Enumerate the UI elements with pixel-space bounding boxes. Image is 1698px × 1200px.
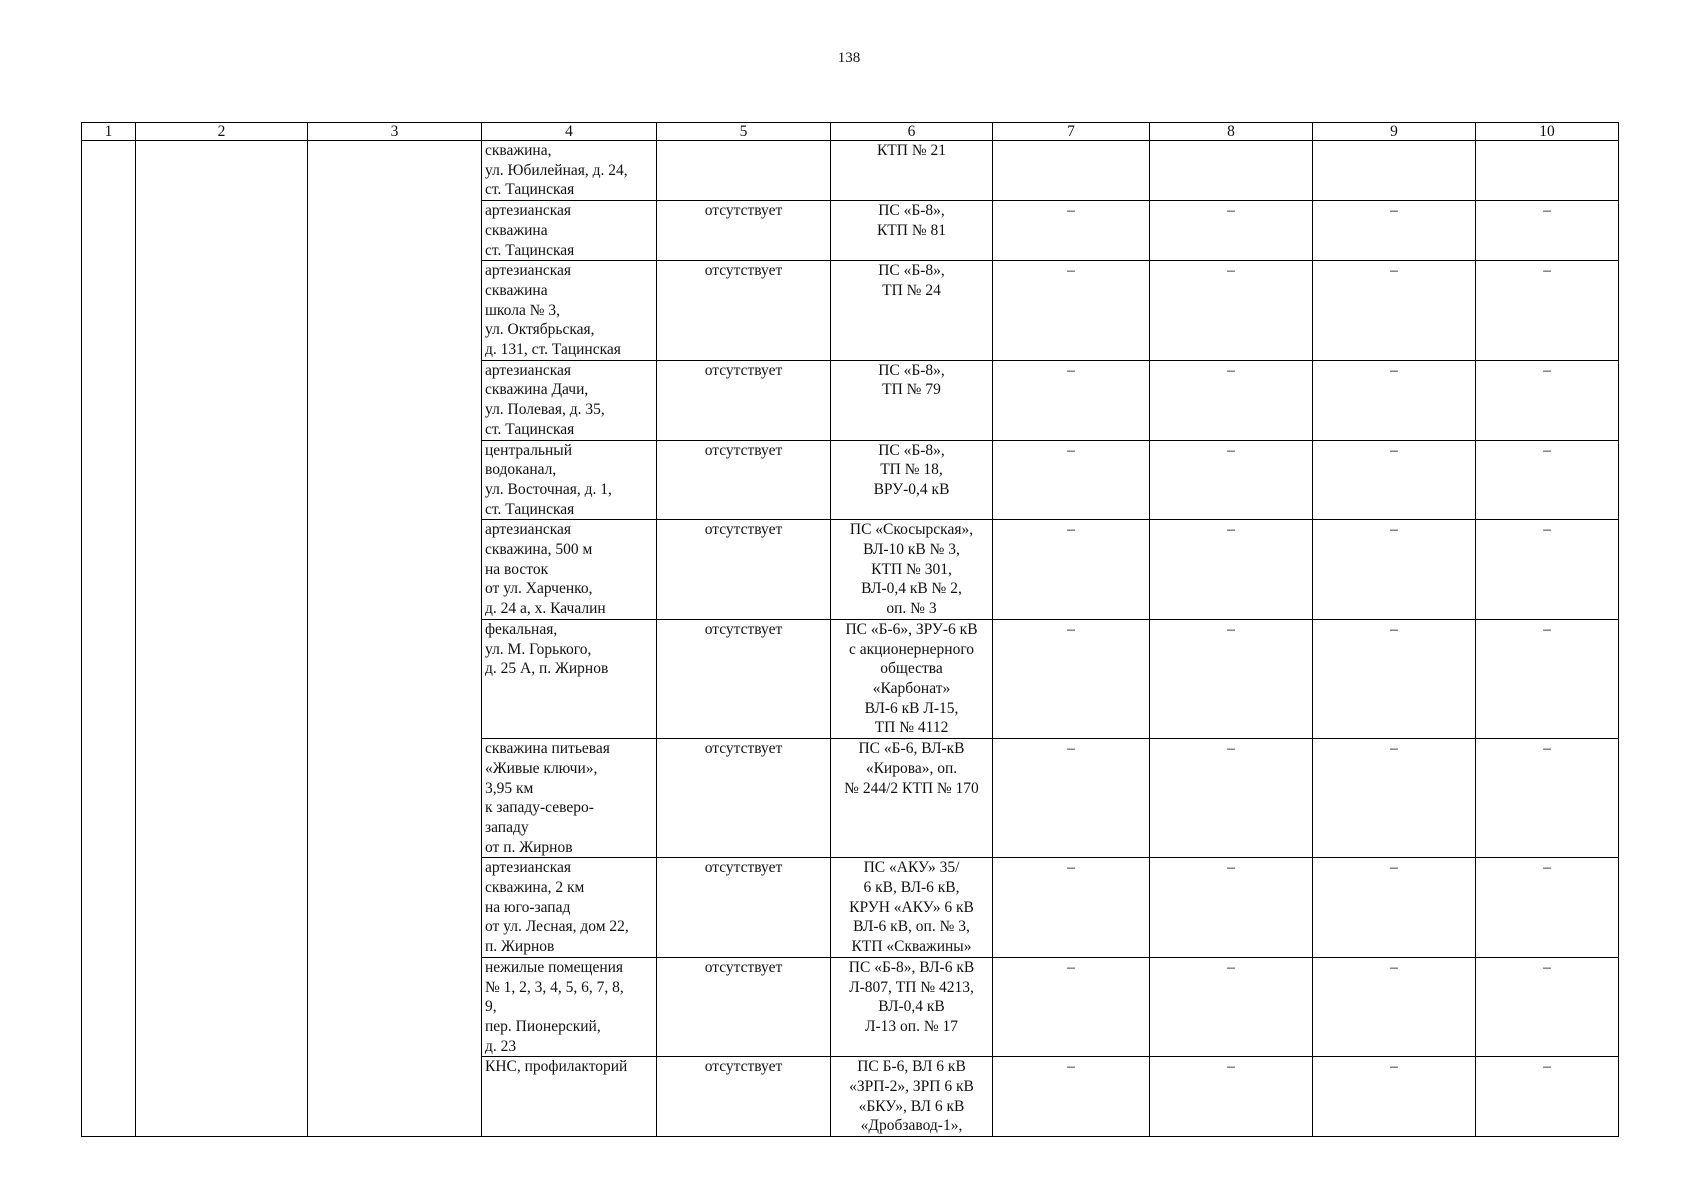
cell: – — [1313, 360, 1476, 440]
merged-cell-col2 — [136, 141, 308, 1137]
cell: отсутствует — [657, 619, 831, 738]
cell: отсутствует — [657, 957, 831, 1057]
header-cell: 3 — [308, 123, 482, 141]
cell: – — [1150, 261, 1313, 361]
header-cell: 2 — [136, 123, 308, 141]
cell: – — [993, 858, 1150, 958]
merged-cell-col1 — [82, 141, 136, 1137]
object-cell: артезианская скважина школа № 3, ул. Октябрьская, д. 131, ст. Тацинская — [482, 261, 657, 361]
cell: отсутствует — [657, 261, 831, 361]
cell: – — [993, 957, 1150, 1057]
merged-cell-col3 — [308, 141, 482, 1137]
power-source-cell: ПС Б-6, ВЛ 6 кВ «ЗРП-2», ЗРП 6 кВ «БКУ», ВЛ 6 кВ «Дробзавод-1», — [831, 1057, 993, 1137]
object-cell: центральный водоканал, ул. Восточная, д. 1, ст. Тацинская — [482, 440, 657, 520]
cell: – — [1313, 201, 1476, 261]
cell: – — [1476, 440, 1619, 520]
cell: – — [1313, 1057, 1476, 1137]
cell: – — [993, 520, 1150, 620]
cell: – — [1476, 360, 1619, 440]
cell: – — [1313, 957, 1476, 1057]
header-cell: 7 — [993, 123, 1150, 141]
header-cell: 5 — [657, 123, 831, 141]
cell: – — [993, 261, 1150, 361]
cell: – — [1313, 261, 1476, 361]
cell: – — [1150, 360, 1313, 440]
header-cell: 6 — [831, 123, 993, 141]
object-cell: скважина питьевая «Живые ключи», 3,95 км к западу-северо- западу от п. Жирнов — [482, 739, 657, 858]
header-cell: 9 — [1313, 123, 1476, 141]
cell: – — [1476, 1057, 1619, 1137]
object-cell: скважина, ул. Юбилейная, д. 24, ст. Тацинская — [482, 141, 657, 201]
cell: – — [1476, 619, 1619, 738]
cell: – — [993, 619, 1150, 738]
cell — [993, 141, 1150, 201]
cell: отсутствует — [657, 201, 831, 261]
header-row — [82, 123, 1619, 141]
cell — [657, 141, 831, 201]
power-source-cell: ПС «Б-6», ЗРУ-6 кВ с акционернерного общества «Карбонат» ВЛ-6 кВ Л-15, ТП № 4112 — [831, 619, 993, 738]
power-source-cell: ПС «Б-6, ВЛ-кВ «Кирова», оп. № 244/2 КТП № 170 — [831, 739, 993, 858]
power-source-cell: ПС «Б-8», ВЛ-6 кВ Л-807, ТП № 4213, ВЛ-0,4 кВ Л-13 оп. № 17 — [831, 957, 993, 1057]
cell: отсутствует — [657, 520, 831, 620]
cell: – — [1476, 201, 1619, 261]
object-cell: артезианская скважина, 2 км на юго-запад от ул. Лесная, дом 22, п. Жирнов — [482, 858, 657, 958]
cell: – — [993, 360, 1150, 440]
cell: отсутствует — [657, 739, 831, 858]
cell: отсутствует — [657, 440, 831, 520]
power-source-cell: ПС «АКУ» 35/ 6 кВ, ВЛ-6 кВ, КРУН «АКУ» 6 кВ ВЛ-6 кВ, оп. № 3, КТП «Скважины» — [831, 858, 993, 958]
header-cell: 4 — [482, 123, 657, 141]
cell: – — [1150, 1057, 1313, 1137]
cell: отсутствует — [657, 360, 831, 440]
object-cell: нежилые помещения № 1, 2, 3, 4, 5, 6, 7, 8, 9, пер. Пионерский, д. 23 — [482, 957, 657, 1057]
cell — [1476, 141, 1619, 201]
table-row — [82, 141, 1619, 201]
power-source-cell: КТП № 21 — [831, 141, 993, 201]
object-cell: фекальная, ул. М. Горького, д. 25 А, п. Жирнов — [482, 619, 657, 738]
data-table — [81, 122, 1619, 1137]
header-cell: 1 — [82, 123, 136, 141]
cell: – — [1313, 520, 1476, 620]
cell: – — [1150, 619, 1313, 738]
cell: – — [993, 440, 1150, 520]
object-cell: артезианская скважина ст. Тацинская — [482, 201, 657, 261]
header-cell: 8 — [1150, 123, 1313, 141]
cell: – — [1150, 440, 1313, 520]
cell: – — [993, 201, 1150, 261]
power-source-cell: ПС «Б-8», КТП № 81 — [831, 201, 993, 261]
cell: отсутствует — [657, 1057, 831, 1137]
header-cell: 10 — [1476, 123, 1619, 141]
cell: – — [993, 739, 1150, 858]
cell: – — [1313, 619, 1476, 738]
cell: – — [1476, 520, 1619, 620]
cell: отсутствует — [657, 858, 831, 958]
object-cell: КНС, профилакторий — [482, 1057, 657, 1137]
object-cell: артезианская скважина, 500 м на восток от ул. Харченко, д. 24 а, х. Качалин — [482, 520, 657, 620]
cell: – — [1476, 957, 1619, 1057]
power-source-cell: ПС «Б-8», ТП № 24 — [831, 261, 993, 361]
power-source-cell: ПС «Б-8», ТП № 18, ВРУ-0,4 кВ — [831, 440, 993, 520]
power-source-cell: ПС «Б-8», ТП № 79 — [831, 360, 993, 440]
cell: – — [1476, 739, 1619, 858]
object-cell: артезианская скважина Дачи, ул. Полевая, д. 35, ст. Тацинская — [482, 360, 657, 440]
cell: – — [1313, 739, 1476, 858]
cell: – — [1150, 201, 1313, 261]
cell — [1313, 141, 1476, 201]
page-number: 138 — [837, 50, 861, 66]
cell: – — [1150, 520, 1313, 620]
cell: – — [1150, 858, 1313, 958]
cell: – — [1313, 858, 1476, 958]
cell: – — [1476, 261, 1619, 361]
cell: – — [993, 1057, 1150, 1137]
cell — [1150, 141, 1313, 201]
cell: – — [1150, 957, 1313, 1057]
cell: – — [1313, 440, 1476, 520]
cell: – — [1150, 739, 1313, 858]
power-source-cell: ПС «Скосырская», ВЛ-10 кВ № 3, КТП № 301, ВЛ-0,4 кВ № 2, оп. № 3 — [831, 520, 993, 620]
cell: – — [1476, 858, 1619, 958]
